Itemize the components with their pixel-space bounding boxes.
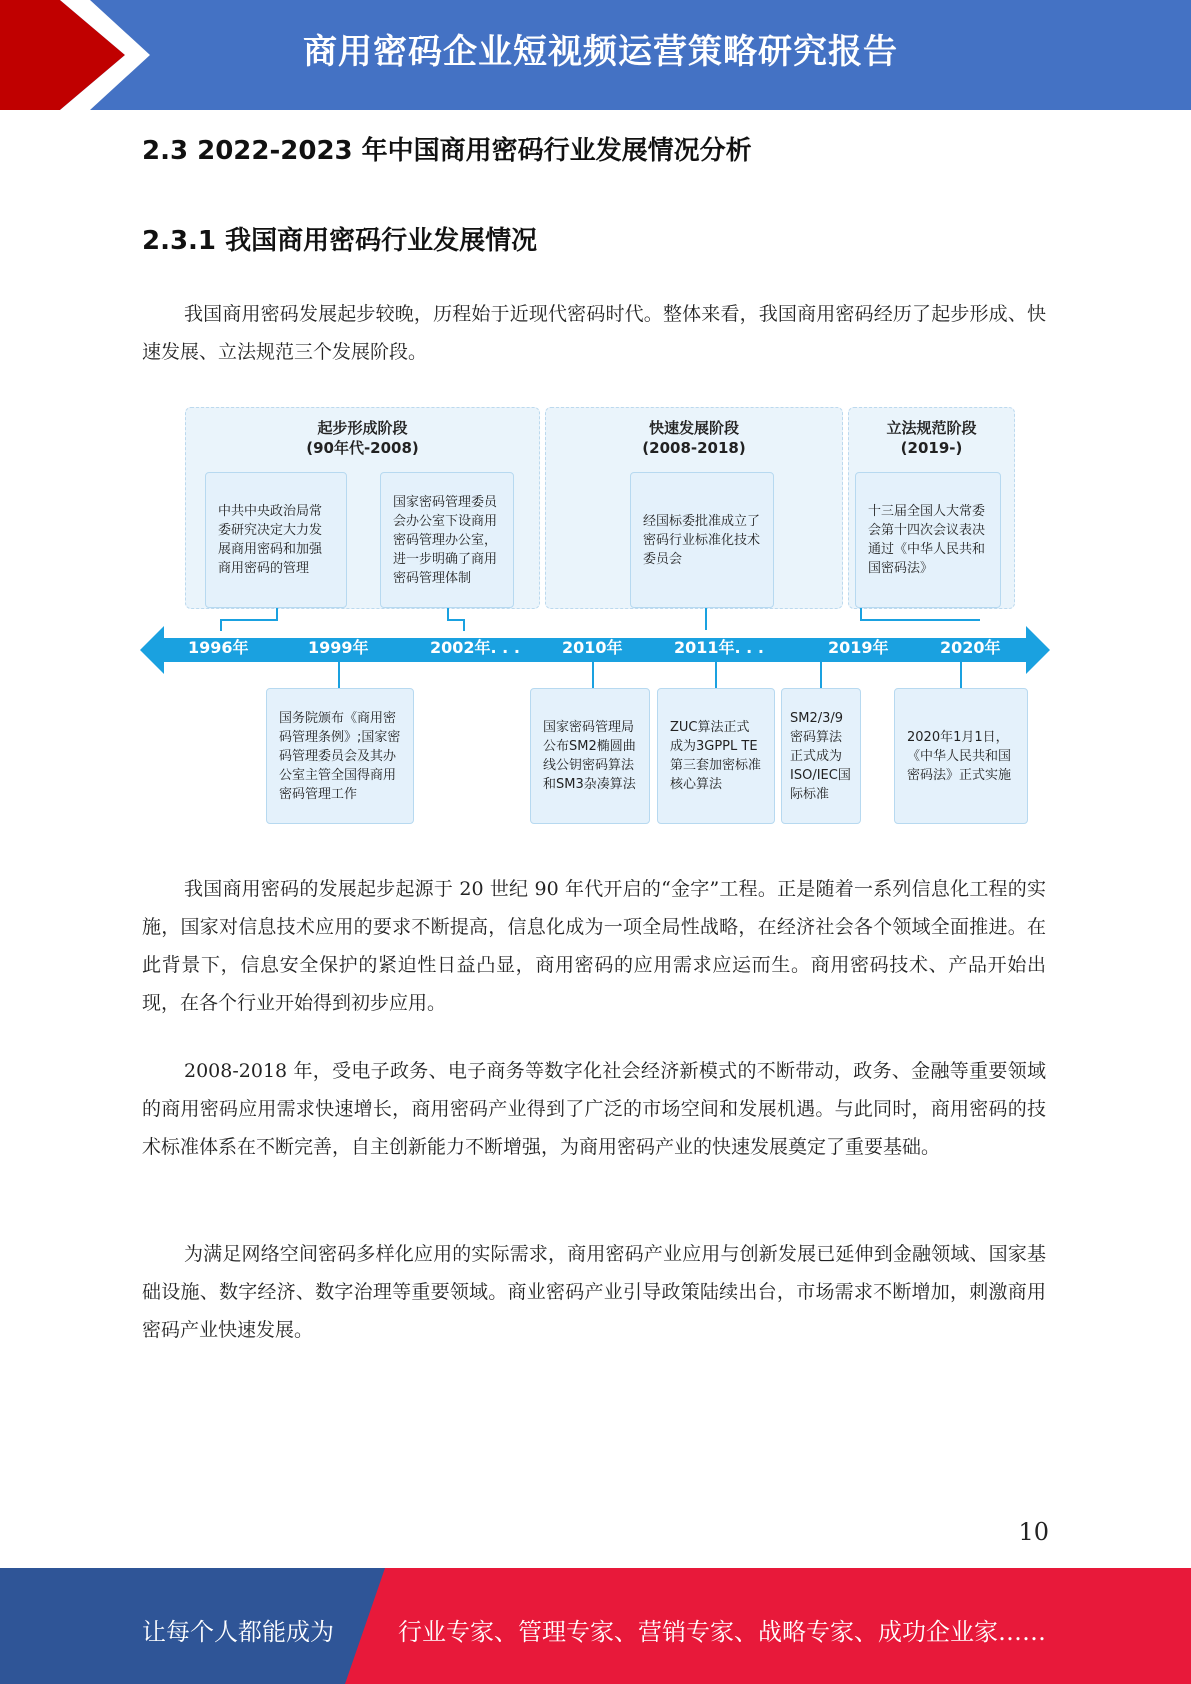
header-bar: [0, 0, 1191, 110]
intro-paragraph: 我国商用密码发展起步较晚，历程始于近现代密码时代。整体来看，我国商用密码经历了起步形成、快速发展、立法规范三个发展阶段。: [142, 303, 1046, 363]
event-box: 经国标委批准成立了密码行业标准化技术委员会: [630, 472, 774, 608]
connector: [220, 619, 278, 621]
body-paragraph: 2008-2018 年，受电子政务、电子商务等数字化社会经济新模式的不断带动，政务、金融等重要领域的商用密码应用需求快速增长，商用密码产业得到了广泛的市场空间和发展机遇。与此同时，商用密码的技术标准体系在不断完善，自主创新能力不断增强，为商用密码产业的快速发展奠定了重要基础。: [142, 1060, 1046, 1158]
stage-title: 快速发展阶段: [648, 419, 739, 437]
body-paragraph: 为满足网络空间密码多样化应用的实际需求，商用密码产业应用与创新发展已延伸到金融领域、国家基础设施、数字经济、数字治理等重要领域。商业密码产业引导政策陆续出台，市场需求不断增加，刺激商用密码产业快速发展。: [142, 1243, 1046, 1341]
body-paragraph: 我国商用密码的发展起步起源于 20 世纪 90 年代开启的“金字”工程。正是随着一系列信息化工程的实施，国家对信息技术应用的要求不断提高，信息化成为一项全局性战略，在经济社会各个领域全面推进。在此背景下，信息安全保护的紧迫性日益凸显，商用密码的应用需求应运而生。商用密码技术、产品开始出现，在各个行业开始得到初步应用。: [142, 878, 1046, 1014]
connector: [960, 662, 962, 688]
event-box: SM2/3/9密码算法正式成为ISO/IEC国际标准: [781, 688, 861, 824]
connector: [338, 662, 340, 688]
event-box: 2020年1月1日，《中华人民共和国密码法》正式实施: [894, 688, 1028, 824]
stage-period: (2008-2018): [642, 439, 746, 457]
report-title: 商用密码企业短视频运营策略研究报告: [303, 32, 898, 72]
event-box: 中共中央政治局常委研究决定大力发展商用密码和加强商用密码的管理: [205, 472, 347, 608]
stage-period: (90年代-2008): [306, 439, 419, 457]
section-heading: 2.3 2022-2023 年中国商用密码行业发展情况分析: [142, 136, 752, 166]
connector: [860, 619, 980, 621]
year-label: 2010年: [562, 638, 623, 657]
subsection-heading: 2.3.1 我国商用密码行业发展情况: [142, 226, 538, 256]
year-label: 1999年: [308, 638, 369, 657]
year-label: 2002年. . .: [430, 638, 520, 657]
event-box: 国务院颁布《商用密码管理条例》;国家密码管理委员会及其办公室主管全国得商用密码管理工作: [266, 688, 414, 824]
year-label: 2019年: [828, 638, 889, 657]
connector: [820, 662, 822, 688]
timeline-figure: [140, 400, 1050, 830]
footer-slogan-right: 行业专家、管理专家、营销专家、战略专家、成功企业家……: [398, 1618, 1046, 1646]
page-number: 10: [1018, 1518, 1049, 1546]
event-box: ZUC算法正式成为3GPPL TE第三套加密标准核心算法: [657, 688, 775, 824]
year-label: 1996年: [188, 638, 249, 657]
connector: [715, 662, 717, 688]
connector: [592, 662, 594, 688]
event-box: 十三届全国人大常委会第十四次会议表决通过《中华人民共和国密码法》: [855, 472, 1001, 608]
footer-slogan-left: 让每个人都能成为: [142, 1618, 334, 1646]
stage-title: 起步形成阶段: [317, 419, 408, 437]
stage-period: (2019-): [900, 439, 963, 457]
year-label: 2020年: [940, 638, 1001, 657]
header-chevron-icon: [0, 0, 160, 110]
event-box: 国家密码管理委员会办公室下设商用密码管理办公室，进一步明确了商用密码管理体制: [380, 472, 514, 608]
event-box: 国家密码管理局公布SM2椭圆曲线公钥密码算法和SM3杂凑算法: [530, 688, 650, 824]
stage-title: 立法规范阶段: [886, 419, 977, 437]
year-label: 2011年. . .: [674, 638, 764, 657]
